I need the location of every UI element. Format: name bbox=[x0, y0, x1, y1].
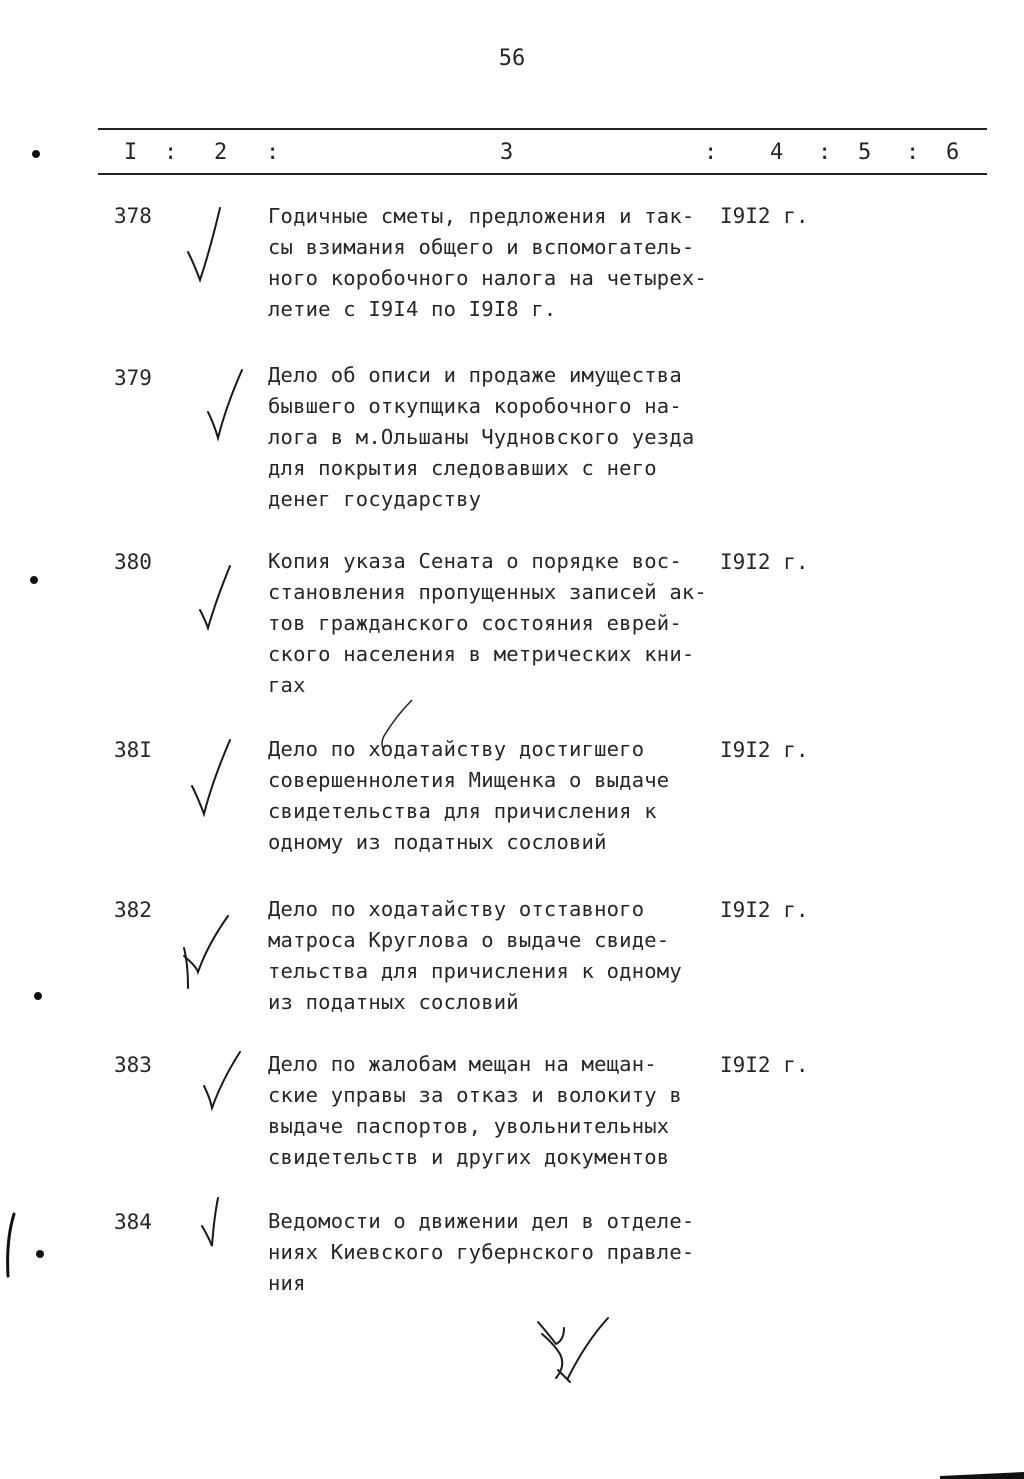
column-separator: : bbox=[906, 140, 920, 165]
edge-shadow-icon bbox=[940, 1458, 1024, 1479]
column-separator: : bbox=[818, 140, 832, 165]
pen-stroke-icon bbox=[372, 696, 422, 752]
column-separator: : bbox=[266, 140, 280, 165]
entry-date: I9I2 г. bbox=[720, 1053, 809, 1077]
entry-description: Ведомости о движении дел в отделе- ниях Киевского губернского правле- ния bbox=[268, 1209, 695, 1295]
column-5-label: 5 bbox=[858, 140, 872, 165]
check-icon bbox=[192, 560, 262, 650]
check-icon bbox=[180, 200, 250, 290]
column-6-label: 6 bbox=[946, 140, 960, 165]
entry-number: 380 bbox=[114, 550, 152, 574]
entry-date: I9I2 г. bbox=[720, 738, 809, 762]
check-icon bbox=[178, 908, 248, 998]
entry-number: 384 bbox=[114, 1210, 152, 1234]
entry-number: 382 bbox=[114, 898, 152, 922]
entry-date: I9I2 г. bbox=[720, 898, 809, 922]
entry-description: Дело об описи и продаже имущества бывшего откупщика коробочного на- лога в м.Ольшаны Чудновского уезда для покрытия следовавших с него денег государству bbox=[268, 363, 695, 511]
entry-description: Дело по ходатайству отставного матроса Круглова о выдаче свиде- тельства для причисления к одному из податных сословий bbox=[268, 897, 682, 1014]
header-rule-bottom bbox=[98, 173, 987, 175]
check-icon bbox=[184, 734, 254, 824]
margin-stroke-icon bbox=[0, 1210, 20, 1280]
entry-description: Копия указа Сената о порядке вос- становления пропущенных записей ак- тов гражданского состояния еврей- ского населения в метрических кни- гах bbox=[268, 549, 707, 697]
handwritten-cross-icon bbox=[530, 1314, 620, 1386]
column-separator: : bbox=[704, 140, 718, 165]
check-icon bbox=[196, 1046, 266, 1136]
column-2-label: 2 bbox=[214, 140, 228, 165]
column-3-label: 3 bbox=[500, 140, 514, 165]
column-separator: : bbox=[164, 140, 178, 165]
check-icon bbox=[196, 1194, 266, 1284]
entry-description: Дело по ходатайству достигшего совершеннолетия Мищенка о выдаче свидетельства для причисления к одному из податных сословий bbox=[268, 737, 670, 854]
entry-description: Дело по жалобам мещан на мещан- ские управы за отказ и волокиту в выдаче паспортов, увольнительных свидетельств и других документов bbox=[268, 1052, 682, 1169]
page-number: 56 bbox=[498, 46, 526, 71]
column-1-label: I bbox=[124, 140, 138, 165]
margin-dot bbox=[34, 992, 42, 1000]
entry-number: 383 bbox=[114, 1053, 152, 1077]
entry-number: 378 bbox=[114, 204, 152, 228]
header-rule-top bbox=[98, 128, 987, 130]
entry-date: I9I2 г. bbox=[720, 550, 809, 574]
column-4-label: 4 bbox=[770, 140, 784, 165]
margin-dot bbox=[30, 576, 38, 584]
entry-date: I9I2 г. bbox=[720, 204, 809, 228]
entry-number: 38I bbox=[114, 738, 152, 762]
entry-number: 379 bbox=[114, 366, 152, 390]
entry-description: Годичные сметы, предложения и так- сы взимания общего и вспомогатель- ного коробочного налога на четырех- летие с I9I4 по I9I8 г. bbox=[268, 204, 707, 321]
margin-dot bbox=[36, 1250, 44, 1258]
check-icon bbox=[198, 360, 268, 450]
margin-dot bbox=[32, 150, 40, 158]
